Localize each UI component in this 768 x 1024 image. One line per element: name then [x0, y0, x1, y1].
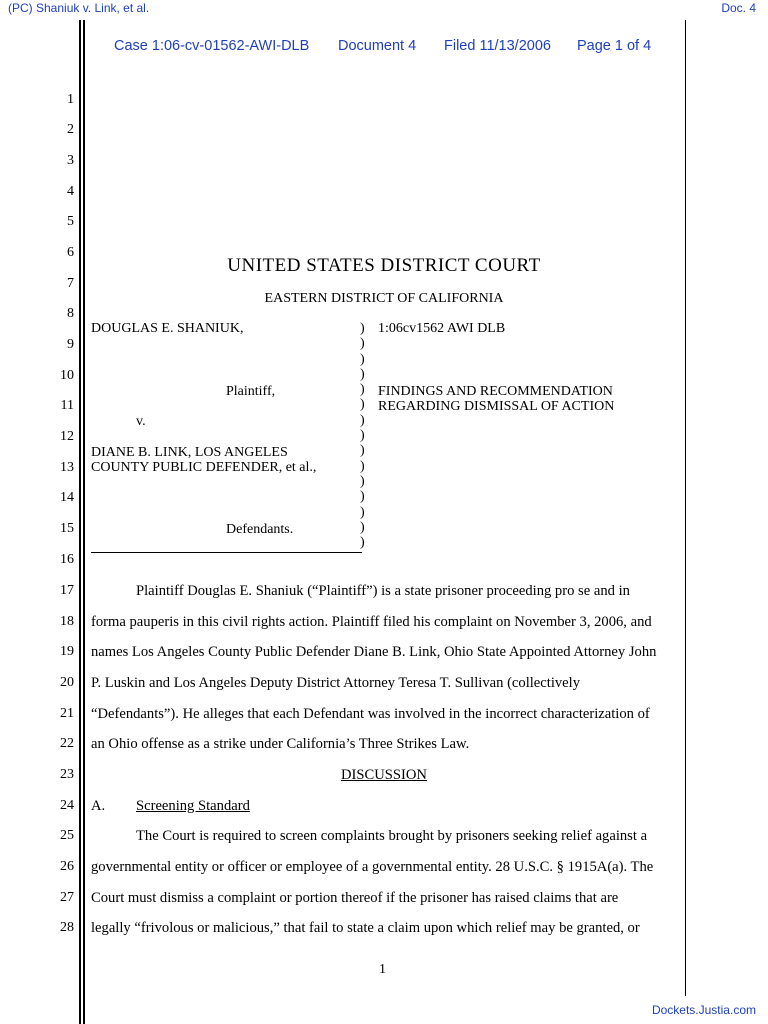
- document-title-line-1: FINDINGS AND RECOMMENDATION: [378, 384, 613, 399]
- page-indicator: Page 1 of 4: [577, 38, 652, 54]
- line-number: 28: [60, 920, 74, 935]
- paragraph-2-line-3: Court must dismiss a complaint or portion thereof if the prisoner has raised claims that are: [91, 890, 619, 906]
- line-number: 4: [67, 184, 74, 199]
- line-number: 6: [67, 245, 74, 260]
- line-number: 9: [67, 337, 74, 352]
- paragraph-2-line-2: governmental entity or officer or employee of a governmental entity. 28 U.S.C. § 1915A(a). The: [91, 859, 654, 875]
- document-number: Document 4: [338, 38, 417, 54]
- line-number: 10: [60, 368, 74, 383]
- line-number: 14: [60, 490, 74, 505]
- doc-number-link[interactable]: Doc. 4: [721, 1, 756, 15]
- court-title: UNITED STATES DISTRICT COURT: [227, 255, 541, 276]
- paragraph-1-line-3: names Los Angeles County Public Defender Diane B. Link, Ohio State Appointed Attorney John: [91, 644, 657, 660]
- document-title-line-2: REGARDING DISMISSAL OF ACTION: [378, 399, 615, 414]
- line-number: 25: [60, 828, 74, 843]
- defendants-line-1: DIANE B. LINK, LOS ANGELES: [91, 445, 288, 460]
- right-margin-rule: [685, 20, 686, 996]
- case-number: Case 1:06-cv-01562-AWI-DLB: [114, 38, 310, 54]
- paragraph-1-line-6: an Ohio offense as a strike under California’s Three Strikes Law.: [91, 736, 470, 752]
- line-number: 26: [60, 859, 74, 874]
- versus: v.: [136, 414, 146, 429]
- paragraph-1-line-2: forma pauperis in this civil rights action. Plaintiff filed his complaint on November 3, 2006, and: [91, 614, 652, 630]
- line-number: 2: [67, 122, 74, 137]
- line-number: 20: [60, 675, 74, 690]
- defendants-line-2: COUNTY PUBLIC DEFENDER, et al.,: [91, 460, 317, 475]
- line-number: 16: [60, 552, 74, 567]
- caption-underline: [91, 552, 362, 553]
- line-number: 7: [67, 276, 74, 291]
- discussion-heading: DISCUSSION: [341, 767, 427, 783]
- case-number-caption: 1:06cv1562 AWI DLB: [378, 321, 506, 336]
- line-number: 11: [60, 398, 74, 413]
- line-number: 19: [60, 644, 74, 659]
- caption-parentheses: ) ) ) ) ) ) ) ) ) ) ) ) ) ) ): [360, 321, 365, 551]
- paragraph-1-line-1: Plaintiff Douglas E. Shaniuk (“Plaintiff”) is a state prisoner proceeding pro se and in: [136, 583, 630, 599]
- left-margin-rule-1: [79, 20, 81, 1024]
- line-number: 24: [60, 798, 74, 813]
- paragraph-2-line-1: The Court is required to screen complaints brought by prisoners seeking relief against a: [136, 828, 648, 844]
- line-number: 5: [67, 214, 74, 229]
- page-number: 1: [379, 962, 386, 977]
- case-title-link[interactable]: (PC) Shaniuk v. Link, et al.: [8, 1, 150, 15]
- line-number: 3: [67, 153, 74, 168]
- source-link[interactable]: Dockets.Justia.com: [651, 1003, 756, 1017]
- line-number: 21: [60, 706, 74, 721]
- section-title: Screening Standard: [136, 798, 250, 814]
- line-number: 13: [60, 460, 74, 475]
- court-district: EASTERN DISTRICT OF CALIFORNIA: [264, 291, 504, 306]
- line-number: 8: [67, 306, 74, 321]
- line-number: 27: [60, 890, 74, 905]
- paragraph-1-line-5: “Defendants”). He alleges that each Defendant was involved in the incorrect characterization of: [91, 706, 650, 722]
- filed-date: Filed 11/13/2006: [444, 38, 551, 54]
- paragraph-2-line-4: legally “frivolous or malicious,” that fail to state a claim upon which relief may be granted, or: [91, 920, 640, 936]
- plaintiff-name: DOUGLAS E. SHANIUK,: [91, 321, 244, 336]
- paragraph-1-line-4: P. Luskin and Los Angeles Deputy District Attorney Teresa T. Sullivan (collectively: [91, 675, 581, 691]
- line-number: 12: [60, 429, 74, 444]
- left-margin-rule-2: [83, 20, 85, 1024]
- line-number: 1: [67, 92, 74, 107]
- line-number: 22: [60, 736, 74, 751]
- plaintiff-role: Plaintiff,: [226, 384, 276, 399]
- line-number: 15: [60, 521, 74, 536]
- line-number: 23: [60, 767, 74, 782]
- section-letter: A.: [91, 798, 106, 814]
- line-number: 18: [60, 614, 74, 629]
- defendants-role: Defendants.: [226, 522, 294, 537]
- line-number: 17: [60, 583, 74, 598]
